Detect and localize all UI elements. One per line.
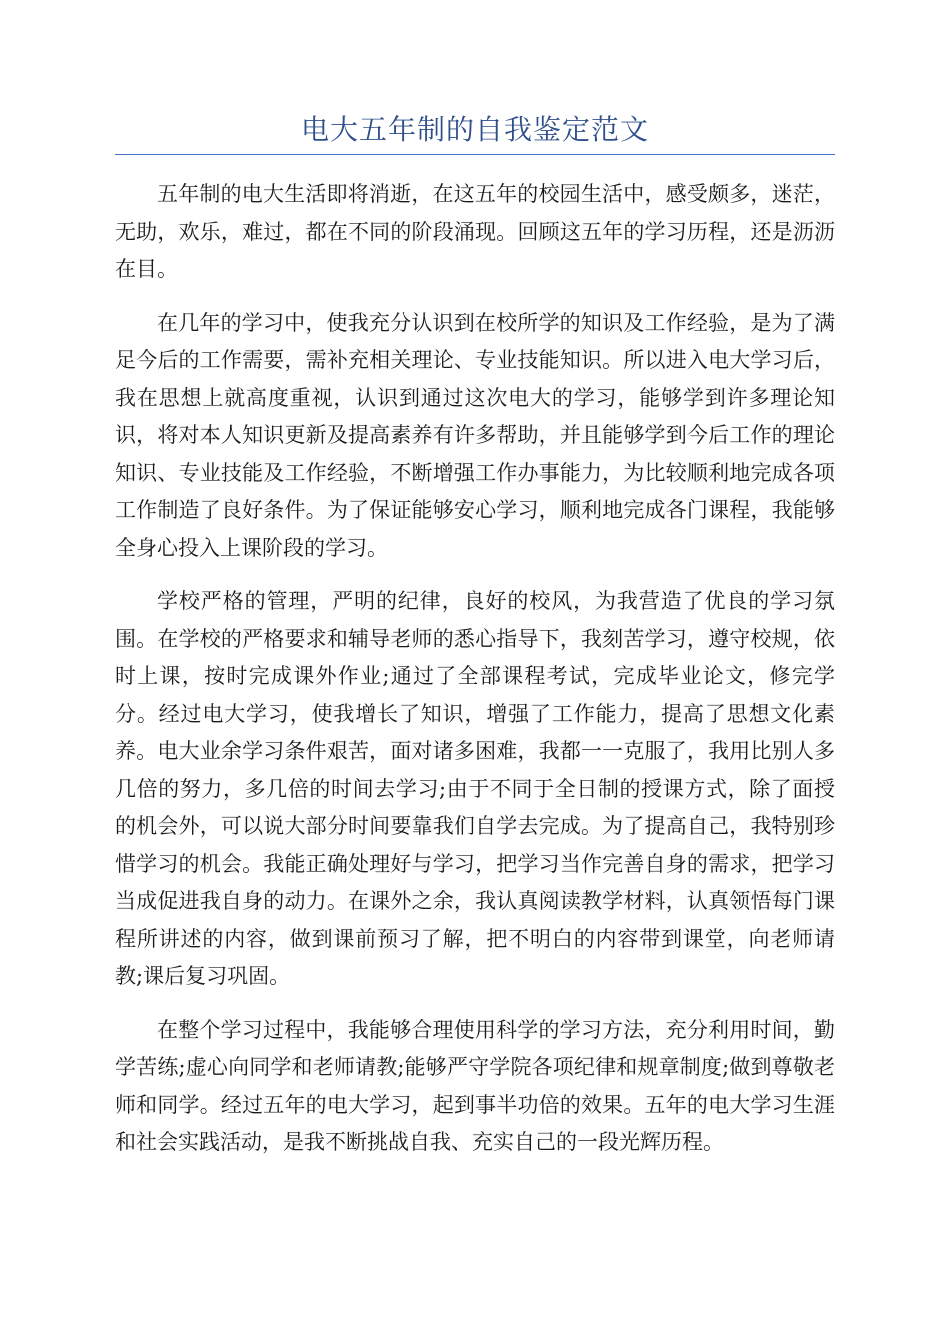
page-title: 电大五年制的自我鉴定范文 bbox=[300, 113, 649, 146]
paragraph-2: 在几年的学习中，使我充分认识到在校所学的知识及工作经验，是为了满足今后的工作需要，需补充相关理论、专业技能知识。所以进入电大学习后，我在思想上就高度重视，认识到通过这次电大的学习，能够学到许多理论知识，将对本人知识更新及提高素养有许多帮助，并且能够学到今后工作的理论知识、专业技能及工作经验，不断增强工作办事能力，为比较顺利地完成各项工作制造了良好条件。为了保证能够安心学习，顺利地完成各门课程，我能够全身心投入上课阶段的学习。 bbox=[115, 310, 835, 560]
paragraph-1: 五年制的电大生活即将消逝，在这五年的校园生活中，感受颇多，迷茫，无助，欢乐，难过，都在不同的阶段涌现。回顾这五年的学习历程，还是沥沥在目。 bbox=[115, 182, 835, 281]
paragraph-4: 在整个学习过程中，我能够合理使用科学的学习方法，充分利用时间，勤学苦练;虚心向同学和老师请教;能够严守学院各项纪律和规章制度;做到尊敬老师和同学。经过五年的电大学习，起到事半功倍的效果。五年的电大学习生涯和社会实践活动，是我不断挑战自我、充实自己的一段光辉历程。 bbox=[115, 1017, 835, 1154]
title-underline bbox=[115, 154, 835, 155]
paragraph-3: 学校严格的管理，严明的纪律，良好的校风，为我营造了优良的学习氛围。在学校的严格要求和辅导老师的悉心指导下，我刻苦学习，遵守校规，依时上课，按时完成课外作业;通过了全部课程考试，完成毕业论文，修完学分。经过电大学习，使我增长了知识，增强了工作能力，提高了思想文化素养。电大业余学习条件艰苦，面对诸多困难，我都一一克服了，我用比别人多几倍的努力，多几倍的时间去学习;由于不同于全日制的授课方式，除了面授的机会外，可以说大部分时间要靠我们自学去完成。为了提高自己，我特别珍惜学习的机会。我能正确处理好与学习，把学习当作完善自身的需求，把学习当成促进我自身的动力。在课外之余，我认真阅读教学材料，认真领悟每门课程所讲述的内容，做到课前预习了解，把不明白的内容带到课堂，向老师请教;课后复习巩固。 bbox=[115, 589, 835, 988]
document-body bbox=[115, 176, 835, 1178]
title-block bbox=[115, 108, 835, 155]
